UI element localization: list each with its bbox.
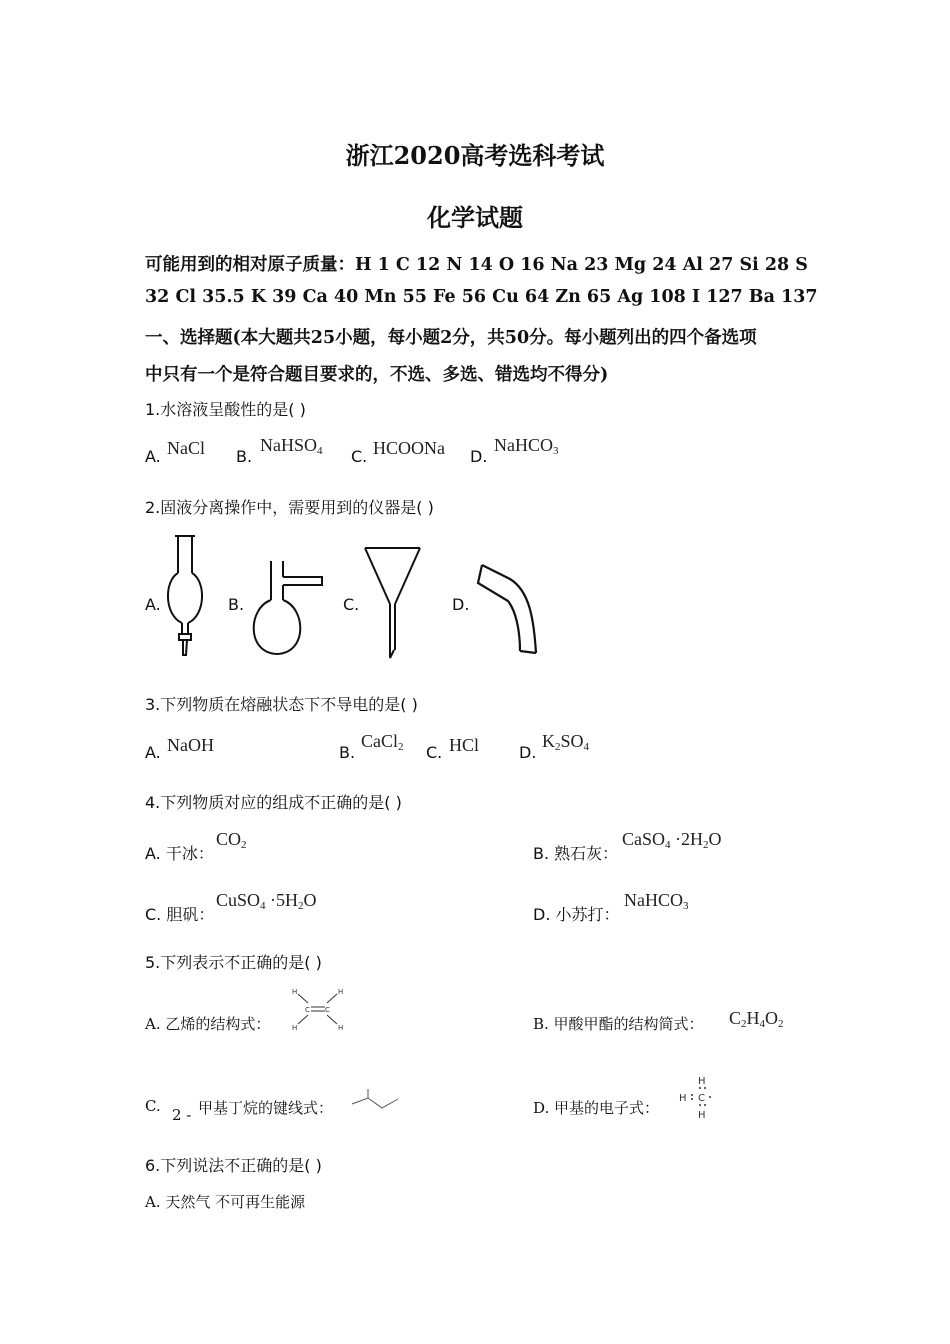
svg-text:H: H: [679, 1093, 687, 1104]
q3-option-a-label: A.: [145, 743, 161, 762]
svg-text:H: H: [698, 1076, 706, 1087]
question-6-stem: 6.下列说法不正确的是( ): [145, 1156, 322, 1175]
q2-option-d-label: D.: [452, 595, 470, 614]
q3-option-b-label: B.: [339, 743, 356, 762]
svg-text:H: H: [292, 1024, 298, 1032]
question-5-stem: 5.下列表示不正确的是( ): [145, 953, 322, 972]
section-heading-line1: 一、选择题(本大题共25小题，每小题2分，共50分。每小题列出的四个备选项: [145, 328, 757, 348]
q4-option-a-formula: $CO_2$: [216, 829, 247, 851]
q3-option-d-label: D.: [519, 743, 537, 762]
q1-option-d-formula: NaHCO$_3$: [494, 435, 559, 457]
q4-option-b-label: B. 熟石灰：: [533, 844, 619, 863]
q4-option-b-formula: CaSO$_4$ $\cdot 2H_2O$: [622, 829, 722, 851]
q1-option-a-label: A.: [145, 447, 161, 466]
methyl-electron-formula-icon: [678, 1074, 718, 1120]
q4-option-a-label: A. 干冰：: [145, 844, 214, 863]
q5-option-a-label: A. 乙烯的结构式：: [145, 1015, 271, 1033]
q1-option-d-label: D.: [470, 447, 488, 466]
question-3-stem: 3.下列物质在熔融状态下不导电的是( ): [145, 695, 418, 714]
svg-text:H: H: [338, 988, 344, 996]
q3-option-c-formula: HCl: [449, 735, 480, 755]
svg-text:C: C: [698, 1093, 705, 1104]
q5-option-c-text: 甲基丁烷的键线式：: [198, 1099, 334, 1117]
exam-subtitle: 化学试题: [427, 203, 523, 232]
q2-option-b-label: B.: [228, 595, 245, 614]
svg-text:H: H: [292, 988, 298, 996]
q5-option-b-formula: $C_2H_4O_2$: [729, 1008, 784, 1030]
q5-option-b-label: B. 甲酸甲酯的结构简式：: [533, 1015, 704, 1033]
methylbutane-skeletal-icon: [350, 1088, 400, 1116]
question-2-stem: 2.固液分离操作中，需要用到的仪器是( ): [145, 498, 434, 517]
q2-option-a-label: A.: [145, 595, 161, 614]
q2-option-c-label: C.: [343, 595, 360, 614]
ethylene-structure-icon: [289, 986, 347, 1032]
distillation-flask-icon: [248, 558, 328, 660]
q5-option-c-prefix: 2 -: [172, 1106, 192, 1124]
funnel-icon: [362, 546, 424, 662]
q5-option-d-label: D. 甲基的电子式：: [533, 1099, 660, 1117]
q4-option-c-label: C. 胆矾：: [145, 905, 215, 924]
q1-option-a-formula: NaCl: [167, 438, 205, 458]
separatory-funnel-icon: [160, 533, 220, 658]
q3-option-d-formula: $K_2SO_4$: [542, 731, 590, 753]
question-4-stem: 4.下列物质对应的组成不正确的是( ): [145, 793, 402, 812]
q3-option-a-formula: NaOH: [167, 735, 214, 755]
q6-option-a: A. 天然气 不可再生能源: [145, 1193, 306, 1211]
question-1-stem: 1.水溶液呈酸性的是( ): [145, 400, 306, 419]
svg-text:H: H: [698, 1110, 706, 1121]
atomic-masses-line2: 32 Cl 35.5 K 39 Ca 40 Mn 55 Fe 56 Cu 64 Zn 65 Ag 108 I 127 Ba 137: [145, 287, 818, 307]
svg-text:C: C: [325, 1006, 330, 1014]
q1-option-b-label: B.: [236, 447, 253, 466]
q1-option-c-formula: HCOONa: [373, 438, 445, 458]
q3-option-c-label: C.: [426, 743, 443, 762]
atomic-masses-line1: 可能用到的相对原子质量：H 1 C 12 N 14 O 16 Na 23 Mg 24 Al 27 Si 28 S: [145, 255, 808, 275]
q1-option-c-label: C.: [351, 447, 368, 466]
q1-option-b-formula: NaHSO$_4$: [260, 435, 323, 457]
drying-tube-icon: [470, 561, 542, 657]
q5-option-c-label: C.: [145, 1097, 161, 1115]
exam-title: 浙江2020高考选科考试: [345, 141, 605, 170]
svg-text:H: H: [338, 1024, 344, 1032]
q4-option-d-formula: NaHCO$_3$: [624, 890, 689, 912]
section-heading-line2: 中只有一个是符合题目要求的，不选、多选、错选均不得分): [145, 365, 609, 385]
q3-option-b-formula: CaCl$_2$: [361, 731, 404, 753]
q4-option-d-label: D. 小苏打：: [533, 905, 620, 924]
q4-option-c-formula: CuSO$_4$ $\cdot 5H_2O$: [216, 890, 317, 912]
svg-text:C: C: [305, 1006, 310, 1014]
